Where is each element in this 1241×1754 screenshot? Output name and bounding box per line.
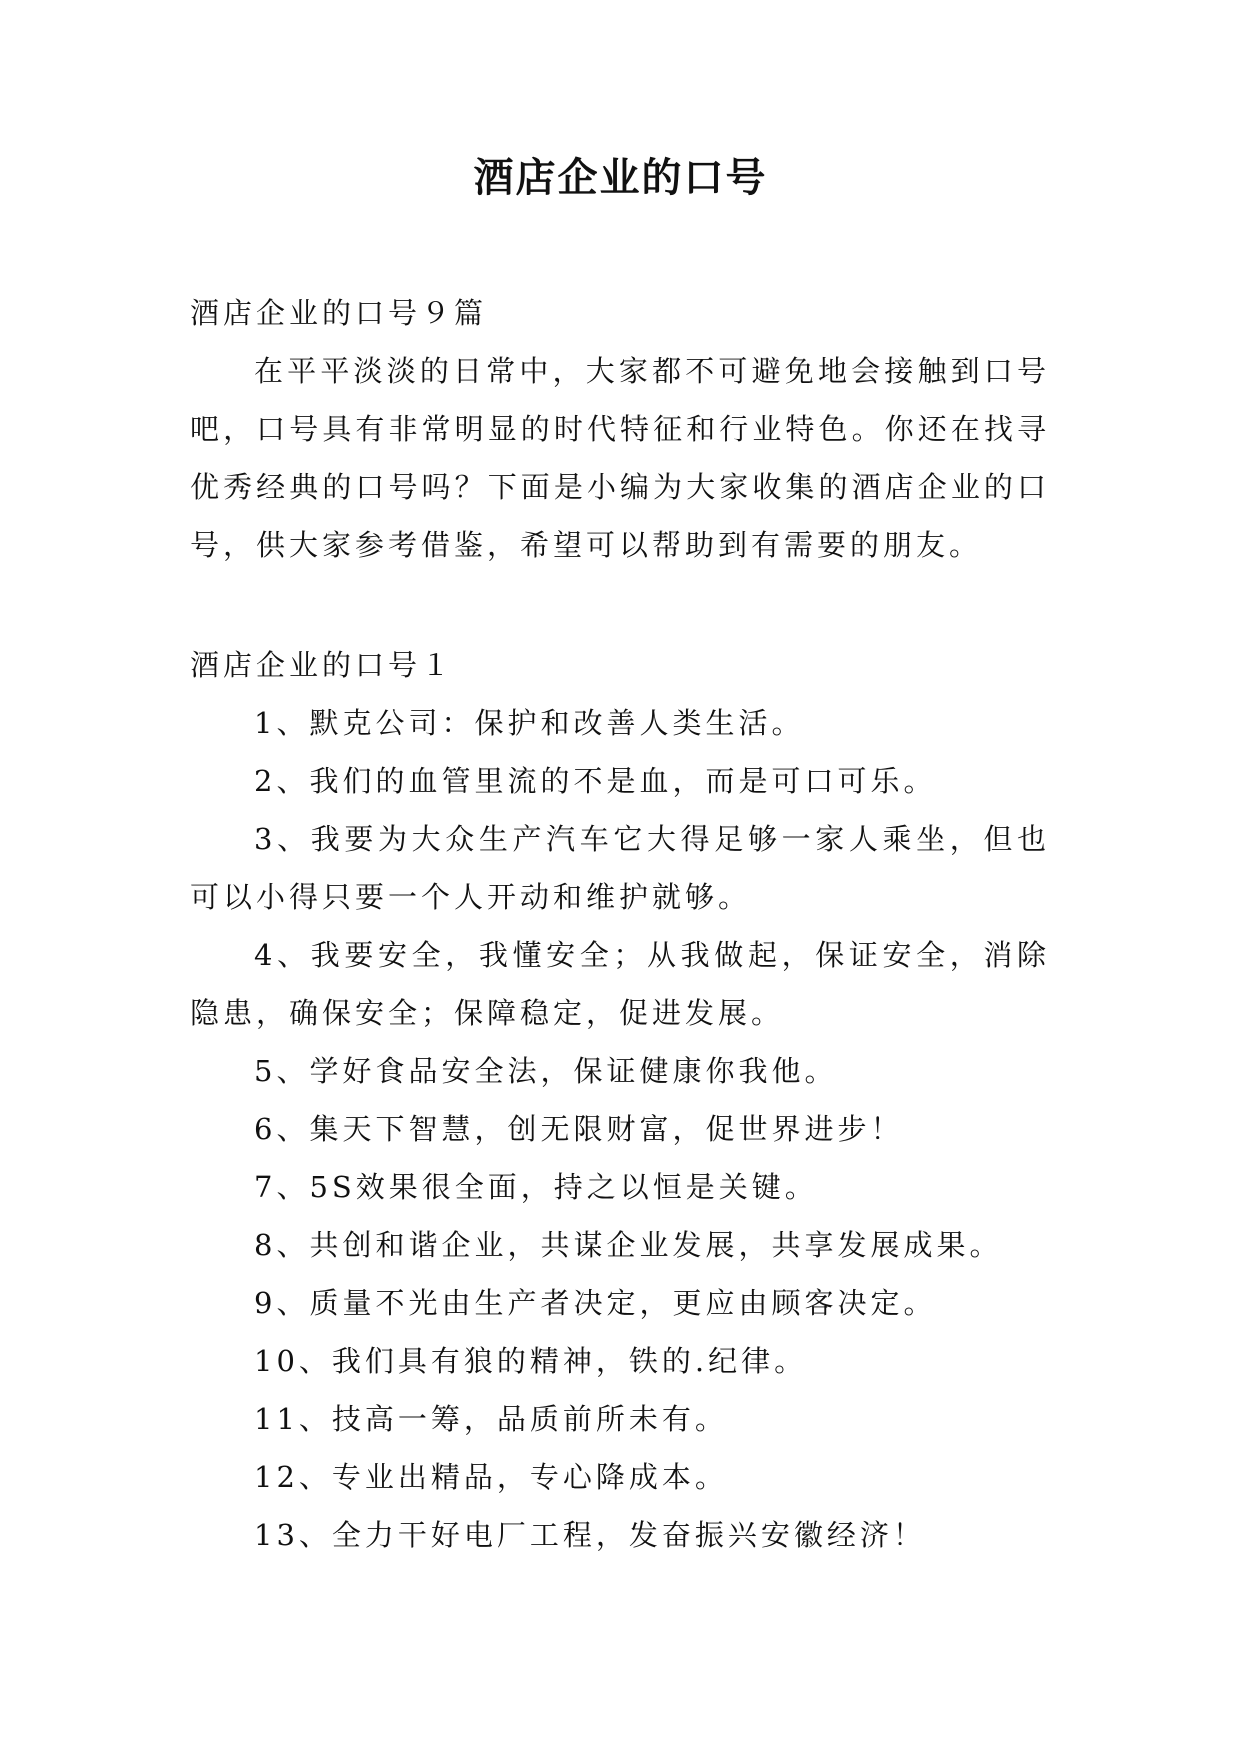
slogan-item-2: 2、我们的血管里流的不是血，而是可口可乐。 xyxy=(254,764,937,798)
intro-paragraph: 在平平淡淡的日常中，大家都不可避免地会接触到口号吧，口号具有非常明显的时代特征和行业特色。你还在找寻优秀经典的口号吗？下面是小编为大家收集的酒店企业的口号，供大家参考借鉴，希望可以帮助到有需要的朋友。 xyxy=(190,354,1050,562)
slogan-item-8: 8、共创和谐企业，共谋企业发展，共享发展成果。 xyxy=(254,1228,1003,1262)
slogan-item-1: 1、默克公司：保护和改善人类生活。 xyxy=(254,706,805,740)
slogan-item-12: 12、专业出精品，专心降成本。 xyxy=(254,1460,728,1494)
slogan-item-11: 11、技高一筹，品质前所未有。 xyxy=(254,1402,728,1436)
subtitle: 酒店企业的口号９篇 xyxy=(190,296,488,330)
document-title: 酒店企业的口号 xyxy=(473,154,768,201)
slogan-item-7: 7、5S效果很全面，持之以恒是关键。 xyxy=(254,1170,818,1204)
slogan-item-9: 9、质量不光由生产者决定，更应由顾客决定。 xyxy=(254,1286,937,1320)
slogan-item-4: 4、我要安全，我懂安全；从我做起，保证安全，消除隐患，确保安全；保障稳定，促进发展。 xyxy=(190,938,1050,1030)
section-1 xyxy=(190,636,1050,1564)
slogan-item-6: 6、集天下智慧，创无限财富，促世界进步！ xyxy=(254,1112,904,1146)
slogan-item-3: 3、我要为大众生产汽车它大得足够一家人乘坐，但也可以小得只要一个人开动和维护就够。 xyxy=(190,822,1050,914)
section-heading: 酒店企业的口号１ xyxy=(190,648,455,682)
slogan-item-10: 10、我们具有狼的精神，铁的.纪律。 xyxy=(254,1344,808,1378)
slogan-item-13: 13、全力干好电厂工程，发奋振兴安徽经济！ xyxy=(254,1518,926,1552)
slogan-item-5: 5、学好食品安全法，保证健康你我他。 xyxy=(254,1054,838,1088)
intro-section xyxy=(190,284,1050,574)
